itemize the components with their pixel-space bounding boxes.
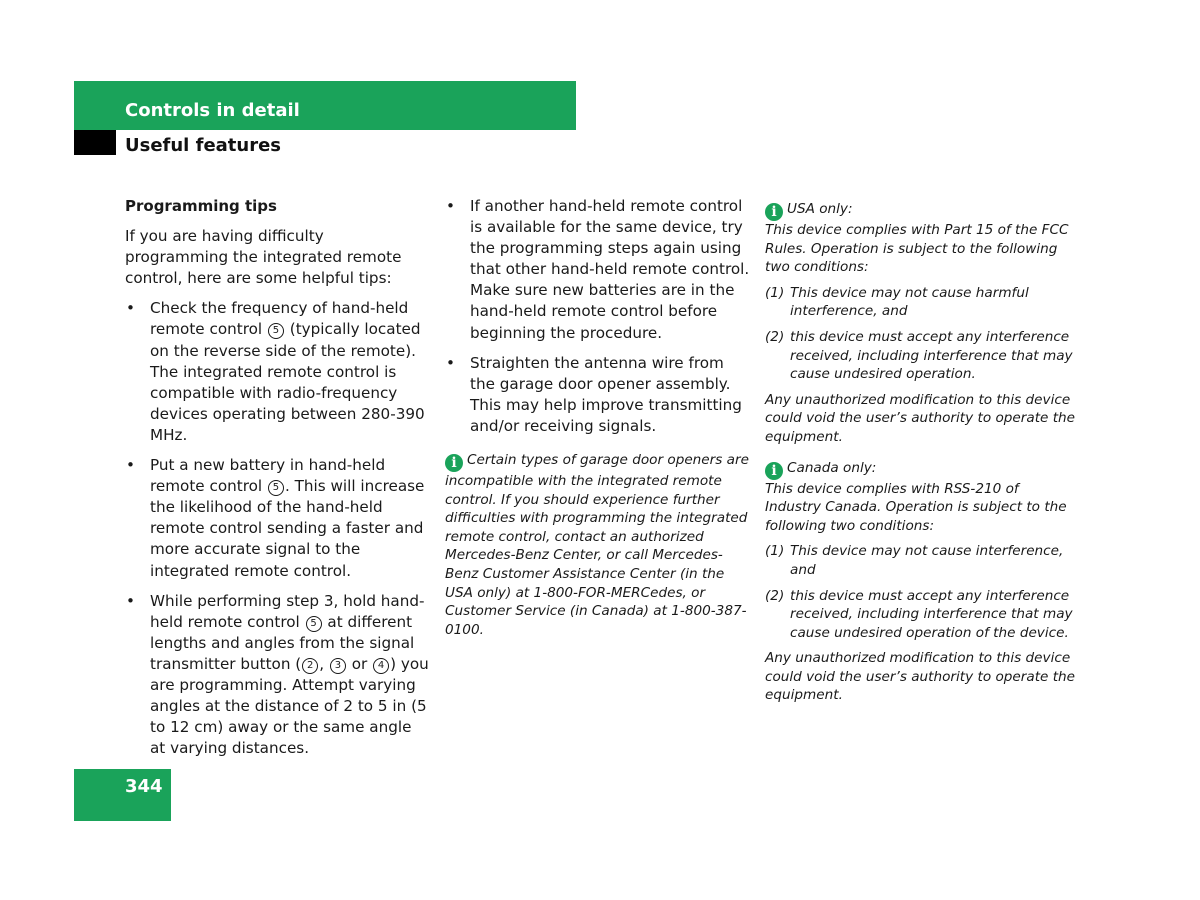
condition-text: this device must accept any interference received, including interference that may cause undesired operation of the device. [790, 587, 1073, 641]
column-programming-tips [125, 196, 430, 768]
section-subtitle: Useful features [125, 135, 282, 156]
condition-number: (1) [765, 543, 785, 560]
condition-number: (2) [765, 587, 785, 604]
list-item [445, 196, 750, 344]
tip-text: ) you are programming. Attempt varying angles at the distance of 2 to 5 in (5 to 12 cm) away or the same angle at varying distances. [150, 654, 429, 758]
condition-item [765, 328, 1075, 384]
canada-label [765, 459, 1075, 480]
list-item [125, 298, 430, 446]
circled-number-icon: 5 [268, 323, 284, 339]
usa-warning: Any unauthorized modification to this device could void the user’s authority to operate the equipment. [765, 391, 1076, 445]
info-icon: i [445, 454, 463, 472]
info-note [445, 451, 750, 639]
tip-text: or [346, 654, 373, 673]
circled-number-icon: 3 [330, 658, 346, 674]
tip-text: , [319, 654, 329, 673]
condition-text: this device must accept any interference received, including interference that may cause undesired operation. [790, 328, 1073, 383]
label-text: USA only: [787, 201, 853, 217]
tip-text: . This will increase the likelihood of the hand-held remote control sending a faster and more accurate signal to the integrated remote control. [150, 477, 425, 580]
tip-text: (typically located on the reverse side of the remote). The integrated remote control is compatible with radio-frequency devices operating between 280-390 MHz. [150, 320, 425, 444]
list-item [125, 455, 430, 582]
condition-item [765, 587, 1075, 643]
tip-text: at different lengths and angles from the signal transmitter button ( [150, 612, 415, 673]
info-icon: i [765, 203, 783, 221]
section-marker [74, 130, 116, 155]
info-note-text: Certain types of garage door openers are incompatible with the integrated remote control. If you should experience further difficulties with programming the integrated remote control, contact an authorized Mercedes-Benz Center, or call Mercedes-Benz Customer Assistance Center (in the USA only) at 1-800-FOR-MERCedes, or Customer Service (in Canada) at 1-800-387-0100. [445, 452, 749, 638]
condition-item [765, 284, 1075, 321]
page-number: 344 [125, 776, 163, 797]
tip-text: While performing step 3, hold hand-held remote control [150, 591, 425, 631]
bullet-icon: • [126, 456, 135, 475]
usa-intro: This device complies with Part 15 of the FCC Rules. Operation is subject to the following two conditions: [765, 222, 1069, 276]
tips-list [445, 196, 750, 437]
list-item [445, 353, 750, 437]
condition-text: This device may not cause interference, and [790, 543, 1064, 578]
condition-number: (2) [765, 328, 785, 345]
section-heading: Programming tips [125, 197, 277, 215]
tip-text: Check the frequency of hand-held remote control [150, 299, 409, 339]
intro-paragraph: If you are having difficulty programming the integrated remote control, here are some helpful tips: [125, 227, 402, 288]
column-compliance [765, 200, 1075, 712]
condition-text: This device may not cause harmful interference, and [790, 284, 1029, 320]
column-more-tips [445, 196, 750, 646]
circled-number-icon: 5 [306, 616, 322, 632]
tip-text: Put a new battery in hand-held remote control [150, 456, 386, 496]
condition-item [765, 542, 1075, 579]
circled-number-icon: 2 [302, 658, 318, 674]
chapter-title: Controls in detail [125, 100, 300, 121]
canada-intro: This device complies with RSS-210 of Industry Canada. Operation is subject to the following two conditions: [765, 480, 1067, 534]
label-text: Canada only: [787, 459, 877, 476]
circled-number-icon: 5 [268, 480, 284, 496]
usa-label [765, 200, 1075, 221]
bullet-icon: • [126, 299, 135, 318]
bullet-icon: • [126, 591, 135, 610]
condition-number: (1) [765, 284, 785, 301]
bullet-icon: • [446, 197, 455, 215]
tip-text: If another hand-held remote control is available for the same device, try the programming steps again using that other hand-held remote control. Make sure new batteries are in the hand-held remote control before beginning the procedure. [470, 197, 750, 342]
list-item [125, 591, 430, 760]
tip-text: Straighten the antenna wire from the garage door opener assembly. This may help improve transmitting and/or receiving signals. [470, 353, 742, 435]
info-icon: i [765, 462, 783, 480]
tips-list [125, 298, 430, 759]
bullet-icon: • [446, 353, 455, 372]
circled-number-icon: 4 [373, 658, 389, 674]
canada-warning: Any unauthorized modification to this device could void the user’s authority to operate the equipment. [765, 650, 1076, 704]
